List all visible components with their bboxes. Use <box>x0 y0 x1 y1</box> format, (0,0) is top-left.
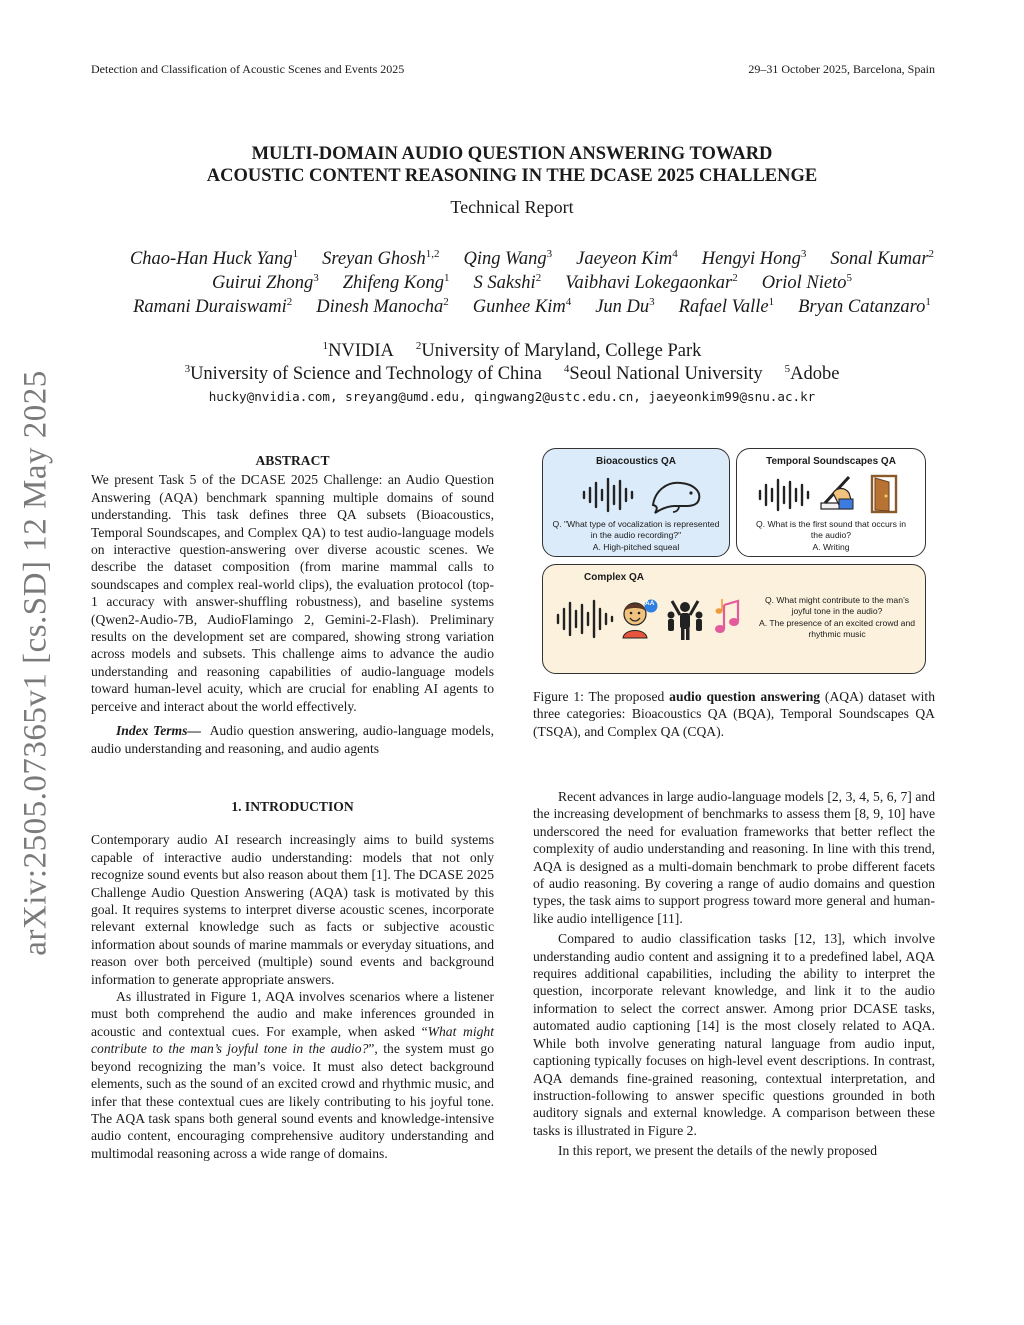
temporal-soundscapes-qa-panel <box>736 448 926 557</box>
complex-qa-panel <box>542 564 926 674</box>
author-affiliation-mark: 2 <box>443 296 449 308</box>
author-affiliation-mark: 4 <box>672 248 678 260</box>
author-name: Rafael Valle$^1$ <box>678 296 775 317</box>
author-name: Hengyi Hong$^3$ <box>701 248 807 269</box>
intro-p2-part-b: ”, the system must go beyond recognizing the man’s voice. It must also detect background elements, such as the sound of an excited crowd and rhythmic music, and infer that these contextual cues are likely contributing to his joyful tone. The AQA task spans both general sound events and knowledge-intensive audio content, encouraging comprehensive auditory understanding and multimodal reasoning across a wide range of domains. <box>91 1041 494 1161</box>
affiliation-name: $^2$University of Maryland, College Park <box>415 340 702 361</box>
introduction-section <box>91 798 494 1162</box>
author-row <box>60 295 1004 319</box>
beluga-whale-icon <box>649 475 705 515</box>
right-paragraph-3: In this report, we present the details of the newly proposed <box>558 1143 877 1159</box>
figure-1-caption <box>533 688 935 740</box>
author-name: Qing Wang$^3$ <box>463 248 553 269</box>
running-header-right: 29–31 October 2025, Barcelona, Spain <box>748 62 935 76</box>
door-icon <box>869 473 899 515</box>
affiliation-mark: 3 <box>184 363 191 375</box>
introduction-heading: 1. INTRODUCTION <box>231 799 354 814</box>
author-name: Gunhee Kim$^4$ <box>472 296 572 317</box>
bioacoustics-qa-title: Bioacoustics QA <box>595 456 677 467</box>
author-affiliation-mark: 2 <box>928 248 935 260</box>
author-affiliation-mark: 4 <box>565 296 572 308</box>
cq-question-text: Q. What might contribute to the man’s joyful tone in the audio? <box>764 595 910 617</box>
abstract-heading: ABSTRACT <box>255 453 330 468</box>
author-affiliation-mark: 1 <box>925 296 931 308</box>
author-affiliation-mark: 3 <box>800 248 807 260</box>
author-name: Chao-Han Huck Yang$^1$ <box>129 248 299 269</box>
email-list: hucky@nvidia.com, sreyang@umd.edu, qingwang2@ustc.edu.cn, jaeyeonkim99@snu.ac.kr <box>208 389 816 404</box>
affiliation-name: $^4$Seoul National University <box>563 363 763 384</box>
author-affiliation-mark: 1 <box>768 296 775 308</box>
affiliation-row <box>0 363 1024 386</box>
cq-answer-text: A. The presence of an excited crowd and rhythmic music <box>758 617 916 640</box>
affiliation-name: $^5$Adobe <box>784 363 840 384</box>
author-affiliation-mark: 3 <box>546 248 553 260</box>
author-name: Zhifeng Kong$^1$ <box>342 272 450 293</box>
figure-1 <box>540 448 930 676</box>
running-header-left: Detection and Classification of Acoustic Scenes and Events 2025 <box>91 62 405 76</box>
author-affiliation-mark: 5 <box>846 272 852 284</box>
author-affiliation-mark: 2 <box>535 272 542 284</box>
intro-paragraph-1: Contemporary audio AI research increasingly aims to build systems capable of interactive audio understanding: models that not only recognize sound events but also reason about them [1]. The DCASE 2025 Challenge Audio Question Answering (AQA) task is motivated by this goal. It requires systems to interpret diverse acoustic scenes, incorporate relevant external knowledge such as facts or subjective acoustic information about sounds of marine mammals or everyday situations, and reason over both perceived (multiple) sound events and background information to generate appropriate answers. <box>91 832 494 987</box>
intro-p2-part-a: As illustrated in Figure 1, AQA involves scenarios where a listener must both comprehend the audio and make inferences grounded in acoustic and contextual cues. For example, when asked “ <box>91 989 494 1039</box>
temporal-soundscapes-qa-title: Temporal Soundscapes QA <box>766 456 896 467</box>
author-name: S Sakshi$^2$ <box>473 272 542 293</box>
author-name: Dinesh Manocha$^2$ <box>316 296 449 317</box>
affiliation-mark: 5 <box>784 363 791 375</box>
author-affiliation-mark: 2 <box>732 272 738 284</box>
ts-answer-text: A. Writing <box>812 541 850 552</box>
author-affiliation-mark: 1,2 <box>425 248 440 260</box>
affiliation-mark: 4 <box>563 363 570 375</box>
title-line-2: ACOUSTIC CONTENT REASONING IN THE DCASE 2025 CHALLENGE <box>206 166 818 186</box>
writing-hand-icon <box>819 473 857 513</box>
right-paragraph-1: Recent advances in large audio-language models [2, 3, 4, 5, 6, 7] and the increasing development of benchmarks to assess them [8, 9, 10] have underscored the need for evaluation frameworks that better reflect the complexity of audio understanding and reasoning. In line with this trend, AQA is designed as a multi-domain benchmark to probe different facets of audio reasoning. By covering a range of audio domains and question types, the task aims to support progress toward more general and human-like audio intelligence [11]. <box>533 789 935 926</box>
waveform-icon <box>555 599 615 639</box>
ts-question-text: Q. What is the first sound that occurs in the audio? <box>756 519 906 541</box>
affiliation-mark: 1 <box>322 340 329 352</box>
affiliation-row <box>0 340 1024 363</box>
right-column-body <box>533 788 935 1160</box>
waveform-icon <box>757 477 813 513</box>
intro-p2-quote: What might contribute to the man’s joyful tone in the audio? <box>91 1023 495 1057</box>
title-line-1: MULTI-DOMAIN AUDIO QUESTION ANSWERING TOWARD <box>251 144 773 164</box>
author-affiliation-mark: 1 <box>292 248 299 260</box>
affiliation-list <box>0 340 1024 386</box>
excited-crowd-icon <box>663 593 707 641</box>
music-notes-icon <box>711 597 745 639</box>
author-affiliation-mark: 1 <box>444 272 450 284</box>
author-row <box>60 247 1004 271</box>
caption-bold: audio question answering <box>669 689 821 704</box>
author-affiliation-mark: 3 <box>313 272 319 284</box>
author-name: Sreyan Ghosh$^{1,2}$ <box>322 248 440 269</box>
caption-rest: (AQA) dataset with three categories: Bioacoustics QA (BQA), Temporal Soundscapes QA (TSQA), and Complex QA (CQA). <box>533 689 935 739</box>
waveform-icon <box>581 477 637 513</box>
index-terms-label: Index Terms— <box>116 723 201 739</box>
paper-title <box>0 143 1024 187</box>
author-name: Sonal Kumar$^2$ <box>830 248 935 269</box>
author-affiliation-mark: 3 <box>649 296 655 308</box>
arxiv-id: arXiv:2505.07365v1 [cs.SD] 12 May 2025 <box>17 370 54 956</box>
bioacoustics-qa-question <box>549 519 723 553</box>
speech-badge: AA <box>645 600 655 607</box>
complex-qa-title: Complex QA <box>583 572 644 583</box>
author-name: Jun Du$^3$ <box>595 296 655 317</box>
affiliation-mark: 2 <box>415 340 422 352</box>
arxiv-stamp <box>14 368 58 958</box>
affiliation-name: $^1$NVIDIA <box>322 340 394 361</box>
caption-prefix: Figure 1: The proposed <box>533 689 670 704</box>
temporal-soundscapes-qa-question <box>753 519 909 553</box>
author-list <box>60 247 1004 319</box>
author-name: Bryan Catanzaro$^1$ <box>798 296 931 317</box>
author-row <box>60 271 1004 295</box>
right-paragraph-2: Compared to audio classification tasks [12, 13], which involve understanding audio content and assigning it to a predefined label, AQA requires additional capabilities, including the ability to interpret the question, incorporate relevant knowledge, and link it to the audio information to select the correct answer. Among prior DCASE tasks, automated audio captioning [14] is the most closely related to AQA. While both involve generating natural language from audio input, captioning typically focuses on high-level event descriptions. In contrast, AQA demands fine-grained reasoning, contextual interpretation, and instruction-following to answer specific questions grounded in both auditory signals and external knowledge. A comparison between these tasks is illustrated in Figure 2. <box>533 931 935 1138</box>
bq-answer-text: A. High-pitched squeal <box>592 541 680 552</box>
author-name: Oriol Nieto$^5$ <box>761 272 852 293</box>
index-terms-text: Audio question answering, audio-language models, audio understanding and reasoning, and audio agents <box>91 723 494 756</box>
paper-subtitle: Technical Report <box>450 197 574 217</box>
abstract-text: We present Task 5 of the DCASE 2025 Challenge: an Audio Question Answering (AQA) benchmark spanning multiple domains of sound understanding. This task defines three QA subsets (Bioacoustics, Temporal Soundscapes, and Complex QA) to test audio-language models on interactive question-answering over diverse acoustic scenes. We describe the dataset composition (from marine mammal calls to soundscapes and complex real-world clips), the evaluation protocol (top-1 accuracy with answer-shuffling robustness), and baseline systems (Qwen2-Audio-7B, AudioFlamingo 2, Gemini-2-Flash). Preliminary results on the development set are compared, showing strong variation across models and subsets. This challenge aims to advance the audio understanding and reasoning capabilities of audio-language models toward human-level acuity, which are crucial for enabling AI agents to perceive and interact about the world effectively. <box>91 472 494 714</box>
bq-question-text: Q. "What type of vocalization is represented in the audio recording?" <box>552 519 720 541</box>
bioacoustics-qa-panel <box>542 448 730 557</box>
author-name: Guirui Zhong$^3$ <box>212 272 319 293</box>
author-name: Jaeyeon Kim$^4$ <box>576 248 678 269</box>
affiliation-name: $^3$University of Science and Technology of China <box>184 363 542 384</box>
intro-paragraph-2 <box>91 988 494 1162</box>
author-name: Vaibhavi Lokegaonkar$^2$ <box>565 272 738 293</box>
abstract-section <box>91 452 494 757</box>
author-affiliation-mark: 2 <box>286 296 293 308</box>
index-terms <box>91 722 494 757</box>
author-name: Ramani Duraiswami$^2$ <box>133 296 293 317</box>
complex-qa-question <box>757 595 917 641</box>
